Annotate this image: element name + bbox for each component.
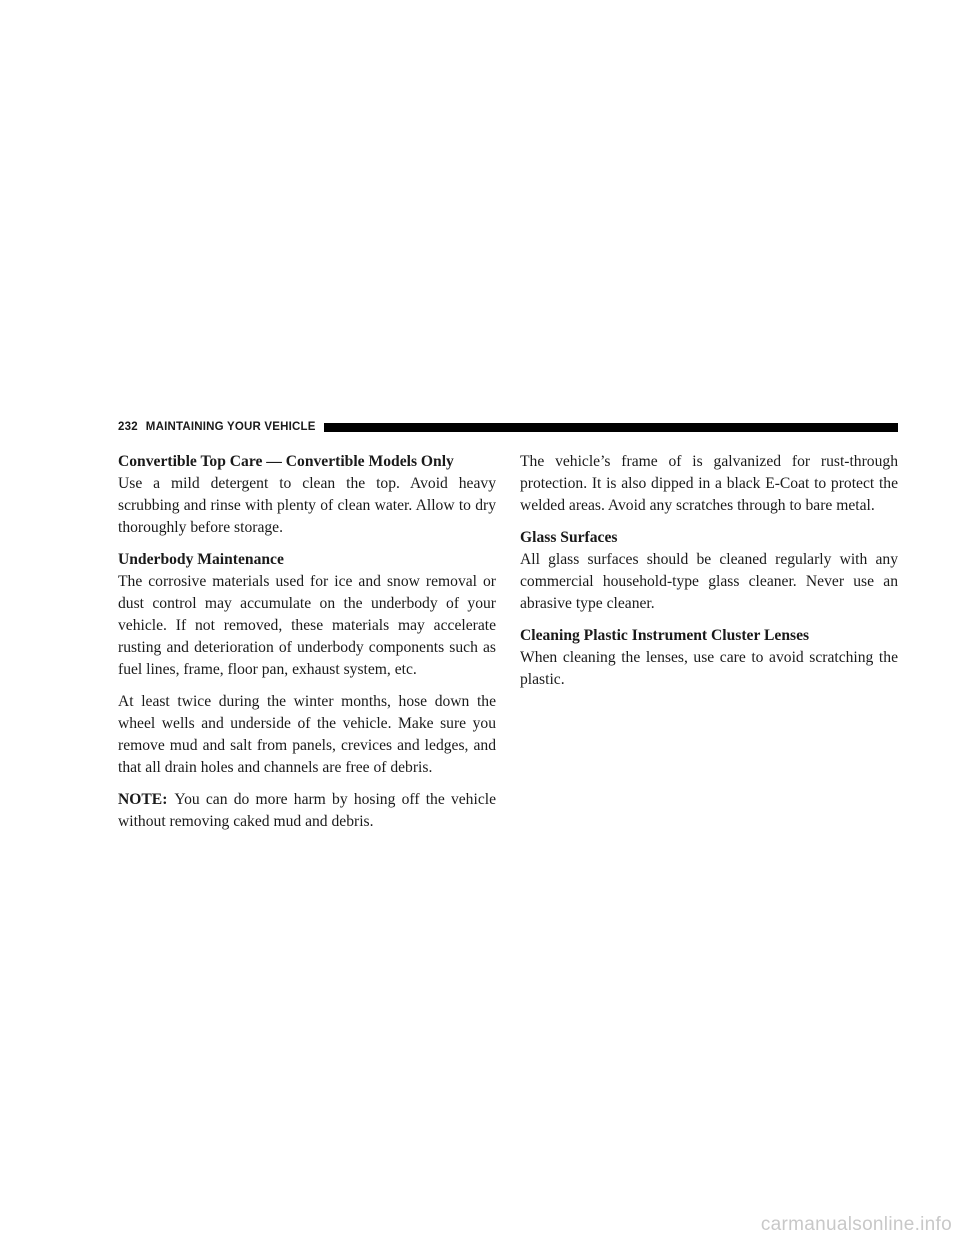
section-title: MAINTAINING YOUR VEHICLE xyxy=(145,421,316,433)
convertible-top-text: Use a mild detergent to clean the top. Avoid heavy scrubbing and rinse with plenty of clean water. Allow to dry thoroughly before storage. xyxy=(118,475,496,536)
cluster-lenses-text: When cleaning the lenses, use care to avoid scratching the plastic. xyxy=(520,649,898,688)
note-paragraph xyxy=(118,789,496,833)
note-text: You can do more harm by hosing off the vehicle without removing caked mud and debris. xyxy=(118,791,496,830)
note-label: NOTE: xyxy=(118,791,168,808)
frame-text: The vehicle’s frame of is galvanized for rust-through protection. It is also dipped in a black E-Coat to protect the welded areas. Avoid any scratches through to bare metal. xyxy=(520,453,898,514)
underbody-text-1: The corrosive materials used for ice and snow removal or dust control may accumulate on the underbody of your vehicle. If not removed, these materials may accelerate rusting and deterioration of underbody components such as fuel lines, frame, floor pan, exhaust system, etc. xyxy=(118,573,496,678)
page-number: 232 xyxy=(118,421,138,433)
header-rule xyxy=(324,423,898,432)
cluster-lenses-heading: Cleaning Plastic Instrument Cluster Lenses xyxy=(520,627,810,644)
glass-surfaces-heading: Glass Surfaces xyxy=(520,529,618,546)
glass-surfaces-text: All glass surfaces should be cleaned regularly with any commercial household-type glass cleaner. Never use an abrasive type cleaner. xyxy=(520,551,898,612)
page-header xyxy=(118,420,898,434)
left-column xyxy=(118,451,496,833)
underbody-heading: Underbody Maintenance xyxy=(118,551,284,568)
convertible-top-heading: Convertible Top Care — Convertible Models Only xyxy=(118,453,454,470)
underbody-text-2: At least twice during the winter months, hose down the wheel wells and underside of the vehicle. Make sure you remove mud and salt from panels, crevices and ledges, and that all drain holes and channels are free of debris. xyxy=(118,693,496,776)
right-column xyxy=(520,451,898,691)
watermark: carmanualsonline.info xyxy=(760,1214,952,1235)
